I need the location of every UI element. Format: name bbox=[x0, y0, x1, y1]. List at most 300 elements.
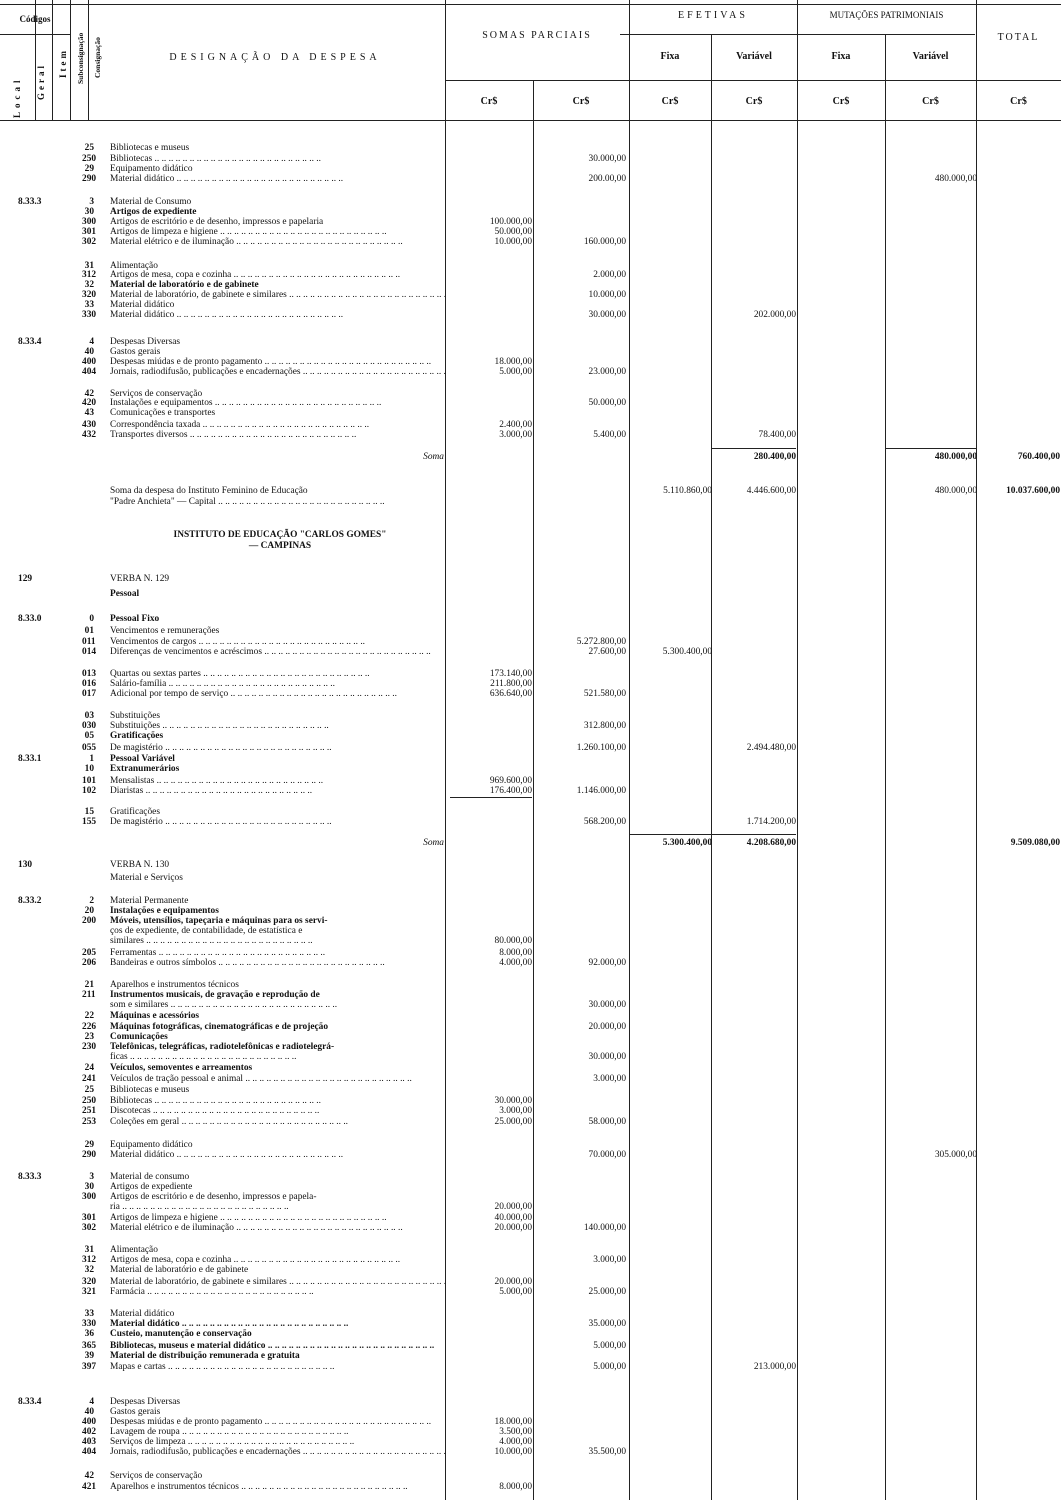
header-codigos: Códigos bbox=[19, 14, 51, 24]
amount-a1: 3.000,00 bbox=[499, 430, 532, 440]
amount-a1: 5.000,00 bbox=[499, 1287, 532, 1297]
expense-description: Diaristas .. .. bbox=[110, 786, 445, 797]
expense-description: Bibliotecas e museus bbox=[110, 143, 190, 153]
code-item: 22 bbox=[84, 1011, 94, 1021]
header-rule-units bbox=[445, 80, 1061, 81]
expense-description: Comunicações bbox=[110, 1032, 168, 1042]
amount-a1: 20.000,00 bbox=[494, 1277, 532, 1287]
code-item: 42 bbox=[84, 1471, 94, 1481]
expense-description: Bibliotecas, museus e material didático .. .. bbox=[110, 1341, 445, 1352]
table-row bbox=[0, 541, 1061, 552]
currency-fixa: Cr$ bbox=[661, 96, 679, 107]
code-subconsignacao: 016 bbox=[82, 679, 97, 689]
code-subconsignacao: 253 bbox=[82, 1117, 97, 1127]
code-subconsignacao: 321 bbox=[82, 1287, 97, 1297]
code-subconsignacao: 300 bbox=[82, 1192, 97, 1202]
amount-a2: 200.00,00 bbox=[588, 174, 626, 184]
amount-a1: 10.000,00 bbox=[494, 237, 532, 247]
expense-description: Quartas ou sextas partes .. .. bbox=[110, 669, 445, 680]
table-row bbox=[0, 310, 1061, 321]
expense-description: Substituições .. .. bbox=[110, 721, 445, 732]
expense-description: Gratificações bbox=[110, 731, 164, 741]
amount-a1: 18.000,00 bbox=[494, 357, 532, 367]
code-item: 2 bbox=[89, 896, 94, 906]
table-row bbox=[0, 647, 1061, 658]
code-item: 33 bbox=[84, 1309, 94, 1319]
code-subconsignacao: 365 bbox=[82, 1341, 97, 1351]
expense-description: Material didático .. .. bbox=[110, 1319, 445, 1330]
table-row bbox=[0, 936, 1061, 947]
amount-a1: 4.000,00 bbox=[499, 1437, 532, 1447]
amount-a4: 2.494.480,00 bbox=[746, 743, 796, 753]
expense-description: Mapas e cartas .. .. bbox=[110, 1362, 445, 1373]
table-row bbox=[0, 1362, 1061, 1373]
amount-a2: 30.000,00 bbox=[588, 154, 626, 164]
table-row bbox=[0, 1287, 1061, 1298]
expense-description: ria .. .. bbox=[110, 1202, 445, 1213]
amount-a1: 2.400,00 bbox=[499, 420, 532, 430]
amount-a1: 40.000,00 bbox=[494, 1213, 532, 1223]
expense-description: VERBA N. 130 bbox=[110, 860, 170, 870]
code-local: 130 bbox=[18, 860, 33, 870]
amount-a1: 100.000,00 bbox=[489, 217, 532, 227]
expense-description: Artigos de escritório e de desenho, impressos e papelaria bbox=[110, 217, 324, 227]
amount-a4: 213.000,00 bbox=[753, 1362, 796, 1372]
section-title: — CAMPINAS bbox=[248, 541, 312, 551]
code-subconsignacao: 301 bbox=[82, 1213, 97, 1223]
code-item: 33 bbox=[84, 300, 94, 310]
amount-a3: 5.110.860,00 bbox=[663, 486, 712, 496]
amount-a2: 30.000,00 bbox=[588, 310, 626, 320]
header-local: Local bbox=[12, 76, 22, 118]
amount-a2: 5.272.800,00 bbox=[576, 637, 626, 647]
currency-somas-1: Cr$ bbox=[480, 96, 498, 107]
amount-a4: 4.446.600,00 bbox=[746, 486, 796, 496]
code-local: 8.33.4 bbox=[18, 337, 42, 347]
currency-mut-fixa: Cr$ bbox=[832, 96, 850, 107]
header-item: Item bbox=[58, 48, 68, 78]
expense-description: Aparelhos e instrumentos técnicos bbox=[110, 980, 239, 990]
code-subconsignacao: 211 bbox=[82, 990, 96, 1000]
header-mutacoes: MUTAÇÕES PATRIMONIAIS bbox=[829, 10, 944, 20]
currency-somas-2: Cr$ bbox=[572, 96, 590, 107]
expense-description: Bibliotecas .. .. bbox=[110, 1096, 445, 1107]
code-item: 3 bbox=[89, 197, 94, 207]
amount-a1: 4.000,00 bbox=[499, 958, 532, 968]
currency-total: Cr$ bbox=[1010, 96, 1027, 107]
table-row bbox=[0, 743, 1061, 754]
expense-description: Artigos de escritório e de desenho, impressos e papela- bbox=[110, 1192, 317, 1202]
expense-description: De magistério .. .. bbox=[110, 817, 445, 828]
code-item: 3 bbox=[89, 1172, 94, 1182]
expense-description: Comunicações e transportes bbox=[110, 408, 216, 418]
expense-description: Material Permanente bbox=[110, 896, 189, 906]
table-row bbox=[0, 786, 1061, 797]
expense-description: Farmácia .. .. bbox=[110, 1287, 445, 1298]
expense-description: Telefônicas, telegráficas, radiotelefônicas e radiotelegrá- bbox=[110, 1042, 335, 1052]
table-row bbox=[0, 1117, 1061, 1128]
amount-a2: 30.000,00 bbox=[588, 1000, 626, 1010]
amount-a2: 5.400,00 bbox=[593, 430, 626, 440]
table-row bbox=[0, 614, 1061, 625]
amount-a2: 10.000,00 bbox=[588, 290, 626, 300]
expense-description: Artigos de mesa, copa e cozinha .. .. bbox=[110, 270, 445, 281]
table-row bbox=[0, 1063, 1061, 1074]
expense-description: Máquinas e acessórios bbox=[110, 1011, 200, 1021]
currency-variavel: Cr$ bbox=[745, 96, 763, 107]
table-row bbox=[0, 731, 1061, 742]
expense-description: "Padre Anchieta" — Capital .. .. bbox=[110, 497, 445, 508]
code-subconsignacao: 290 bbox=[82, 1150, 97, 1160]
expense-description: Material didático .. .. bbox=[110, 310, 445, 321]
amount-a7: 9.509.080,00 bbox=[1010, 838, 1060, 848]
header-top-rule bbox=[0, 4, 1061, 5]
amount-a1: 176.400,00 bbox=[489, 786, 532, 796]
amount-a4: 4.208.680,00 bbox=[746, 838, 796, 848]
code-item: 30 bbox=[84, 1182, 94, 1192]
expense-description: Material de consumo bbox=[110, 1172, 190, 1182]
expense-description: Gastos gerais bbox=[110, 347, 161, 357]
expense-description: Bandeiras e outros símbolos .. .. bbox=[110, 958, 445, 969]
expense-description: Material de laboratório e de gabinete bbox=[110, 1265, 249, 1275]
expense-description: Bibliotecas e museus bbox=[110, 1085, 190, 1095]
code-subconsignacao: 302 bbox=[82, 237, 97, 247]
code-item: 39 bbox=[84, 1351, 94, 1361]
section-title: INSTITUTO DE EDUCAÇÃO "CARLOS GOMES" bbox=[173, 530, 387, 540]
expense-description: Artigos de expediente bbox=[110, 207, 197, 217]
amount-a2: 568.200,00 bbox=[583, 817, 626, 827]
header-variavel: Variável bbox=[736, 51, 772, 62]
expense-description: Artigos de limpeza e higiene .. .. bbox=[110, 1213, 445, 1224]
code-subconsignacao: 312 bbox=[82, 1255, 97, 1265]
amount-a1: 173.140,00 bbox=[489, 669, 532, 679]
code-subconsignacao: 420 bbox=[82, 398, 97, 408]
table-row bbox=[0, 1085, 1061, 1096]
amount-a1: 8.000,00 bbox=[499, 948, 532, 958]
code-subconsignacao: 251 bbox=[82, 1106, 97, 1116]
amount-a2: 70.000,00 bbox=[588, 1150, 626, 1160]
amount-a6: 480.000,00 bbox=[934, 452, 977, 462]
table-row bbox=[0, 486, 1061, 497]
table-row bbox=[0, 1482, 1061, 1493]
table-row bbox=[0, 626, 1061, 637]
code-subconsignacao: 205 bbox=[82, 948, 97, 958]
currency-mut-variavel: Cr$ bbox=[922, 96, 939, 107]
code-item: 4 bbox=[89, 1397, 94, 1407]
expense-description: Pessoal Fixo bbox=[110, 614, 160, 624]
expense-description: Pessoal bbox=[110, 589, 140, 599]
expense-description: Serviços de conservação bbox=[110, 1471, 203, 1481]
expense-description: Pessoal Variável bbox=[110, 754, 175, 764]
amount-a1: 25.000,00 bbox=[494, 1117, 532, 1127]
amount-a2: 3.000,00 bbox=[593, 1255, 626, 1265]
code-subconsignacao: 206 bbox=[82, 958, 97, 968]
code-subconsignacao: 403 bbox=[82, 1437, 97, 1447]
amount-a2: 20.000,00 bbox=[588, 1022, 626, 1032]
col-rule-item bbox=[70, 0, 71, 120]
amount-a4: 1.714.200,00 bbox=[746, 817, 796, 827]
code-subconsignacao: 241 bbox=[82, 1074, 97, 1084]
code-item: 0 bbox=[89, 614, 94, 624]
amount-a2: 35.500,00 bbox=[588, 1447, 626, 1457]
table-row bbox=[0, 143, 1061, 154]
table-row bbox=[0, 574, 1061, 585]
code-subconsignacao: 302 bbox=[82, 1223, 97, 1233]
code-item: 1 bbox=[89, 754, 94, 764]
table-row bbox=[0, 589, 1061, 600]
expense-description: Material didático bbox=[110, 300, 175, 310]
table-row bbox=[0, 1329, 1061, 1340]
table-row bbox=[0, 530, 1061, 541]
code-subconsignacao: 030 bbox=[82, 721, 97, 731]
table-row bbox=[0, 1351, 1061, 1362]
amount-a2: 92.000,00 bbox=[588, 958, 626, 968]
code-subconsignacao: 400 bbox=[82, 357, 97, 367]
amount-a2: 23.000,00 bbox=[588, 367, 626, 377]
amount-a1: 969.600,00 bbox=[489, 776, 532, 786]
expense-description: Veículos de tração pessoal e animal .. .. bbox=[110, 1074, 445, 1085]
expense-description: som e similares .. .. bbox=[110, 1000, 445, 1011]
code-local: 8.33.3 bbox=[18, 1172, 42, 1182]
code-item: 25 bbox=[84, 143, 94, 153]
expense-description: Transportes diversos .. .. bbox=[110, 430, 445, 441]
code-subconsignacao: 226 bbox=[82, 1022, 97, 1032]
table-row bbox=[0, 430, 1061, 441]
amount-a2: 160.000,00 bbox=[583, 237, 626, 247]
code-subconsignacao: 402 bbox=[82, 1427, 97, 1437]
amount-a4: 280.400,00 bbox=[753, 452, 796, 462]
amount-a2: 1.146.000,00 bbox=[576, 786, 626, 796]
expense-description: Salário-família .. .. bbox=[110, 679, 445, 690]
table-row bbox=[0, 1000, 1061, 1011]
expense-description: Jornais, radiodifusão, publicações e encadernações .. .. bbox=[110, 367, 445, 378]
expense-description: Discotecas .. .. bbox=[110, 1106, 445, 1117]
expense-description: Alimentação bbox=[110, 261, 158, 271]
header-consignacao: Consignação bbox=[93, 37, 102, 78]
code-local: 8.33.1 bbox=[18, 754, 42, 764]
expense-description: Substituições bbox=[110, 711, 161, 721]
code-subconsignacao: 397 bbox=[82, 1362, 97, 1372]
expense-description: Gastos gerais bbox=[110, 1407, 161, 1417]
expense-description: Material didático .. .. bbox=[110, 174, 445, 185]
table-row bbox=[0, 1150, 1061, 1161]
expense-description: Diferenças de vencimentos e acréscimos .. .. bbox=[110, 647, 445, 658]
expense-description: Máquinas fotográficas, cinematográficas e de projeção bbox=[110, 1022, 329, 1032]
code-item: 25 bbox=[84, 1085, 94, 1095]
code-local: 8.33.4 bbox=[18, 1397, 42, 1407]
code-local: 129 bbox=[18, 574, 33, 584]
table-row bbox=[0, 1223, 1061, 1234]
code-subconsignacao: 300 bbox=[82, 217, 97, 227]
expense-description: Jornais, radiodifusão, publicações e encadernações .. .. bbox=[110, 1447, 445, 1458]
header-subconsignacao: Subconsignação bbox=[76, 32, 85, 84]
col-rule-sub bbox=[88, 0, 89, 120]
amount-a2: 5.000,00 bbox=[593, 1362, 626, 1372]
expense-description: Despesas miúdas e de pronto pagamento .. .. bbox=[110, 1417, 445, 1428]
expense-description: Extranumerários bbox=[110, 764, 180, 774]
table-row bbox=[0, 1471, 1061, 1482]
code-local: 8.33.0 bbox=[18, 614, 42, 624]
expense-description: Equipamento didático bbox=[110, 164, 193, 174]
code-subconsignacao: 430 bbox=[82, 420, 97, 430]
table-row bbox=[0, 764, 1061, 775]
expense-description: ficas .. .. bbox=[110, 1052, 445, 1063]
table-row bbox=[0, 1011, 1061, 1022]
code-subconsignacao: 102 bbox=[82, 786, 97, 796]
code-subconsignacao: 200 bbox=[82, 916, 97, 926]
amount-a7: 10.037.600,00 bbox=[1006, 486, 1060, 496]
expense-description: Vencimentos de cargos .. .. bbox=[110, 637, 445, 648]
table-row bbox=[0, 367, 1061, 378]
table-row bbox=[0, 1106, 1061, 1117]
header-bottom-rule bbox=[0, 120, 1061, 121]
amount-a1: 3.000,00 bbox=[499, 1106, 532, 1116]
table-row bbox=[0, 958, 1061, 969]
table-row bbox=[0, 873, 1061, 884]
amount-a3: 5.300.400,00 bbox=[662, 838, 712, 848]
expense-description: Mensalistas .. .. bbox=[110, 776, 445, 787]
amount-a2: 312.800,00 bbox=[583, 721, 626, 731]
code-subconsignacao: 290 bbox=[82, 174, 97, 184]
amount-a2: 521.580,00 bbox=[583, 689, 626, 699]
amount-a1: 3.500,00 bbox=[499, 1427, 532, 1437]
amount-a1: 30.000,00 bbox=[494, 1096, 532, 1106]
amount-a3: 5.300.400,00 bbox=[662, 647, 712, 657]
amount-a2: 1.260.100,00 bbox=[576, 743, 626, 753]
code-subconsignacao: 404 bbox=[82, 1447, 97, 1457]
table-row bbox=[0, 1052, 1061, 1063]
amount-a1: 636.640,00 bbox=[489, 689, 532, 699]
table-row bbox=[0, 174, 1061, 185]
expense-description: Despesas Diversas bbox=[110, 1397, 181, 1407]
subtotal-rule bbox=[712, 448, 796, 449]
expense-description: Artigos de limpeza e higiene .. .. bbox=[110, 227, 445, 238]
code-item: 24 bbox=[84, 1063, 94, 1073]
table-row bbox=[0, 1447, 1061, 1458]
expense-description: Aparelhos e instrumentos técnicos .. .. bbox=[110, 1482, 445, 1493]
expense-description: Material de distribuição remunerada e gratuita bbox=[110, 1351, 300, 1361]
code-item: 20 bbox=[84, 906, 94, 916]
code-item: 42 bbox=[84, 389, 94, 399]
code-subconsignacao: 155 bbox=[82, 817, 97, 827]
table-row bbox=[0, 1265, 1061, 1276]
expense-description: Material de laboratório e de gabinete bbox=[110, 280, 259, 290]
subtotal-rule bbox=[886, 448, 976, 449]
code-item: 40 bbox=[84, 347, 94, 357]
expense-description: Instalações e equipamentos bbox=[110, 906, 219, 916]
amount-a2: 2.000,00 bbox=[593, 270, 626, 280]
expense-description: Serviços de limpeza .. .. bbox=[110, 1437, 445, 1448]
amount-a6: 480.000,00 bbox=[934, 486, 977, 496]
amount-a1: 211.800,00 bbox=[490, 679, 532, 689]
code-subconsignacao: 250 bbox=[82, 154, 97, 164]
expense-description: Instrumentos musicais, de gravação e reprodução de bbox=[110, 990, 320, 1000]
header-fixa-mut: Fixa bbox=[831, 51, 851, 62]
code-item: 40 bbox=[84, 1407, 94, 1417]
header-efetivas: EFETIVAS bbox=[678, 10, 748, 21]
subtotal-rule bbox=[450, 797, 532, 798]
expense-description: Artigos de mesa, copa e cozinha .. .. bbox=[110, 1255, 445, 1266]
expense-description: similares .. .. bbox=[110, 936, 445, 947]
amount-a2: 25.000,00 bbox=[588, 1287, 626, 1297]
expense-description: Coleções em geral .. .. bbox=[110, 1117, 445, 1128]
amount-a2: 35.000,00 bbox=[588, 1319, 626, 1329]
expense-description: Serviços de conservação bbox=[110, 389, 203, 399]
code-subconsignacao: 017 bbox=[82, 689, 97, 699]
expense-description: Lavagem de roupa .. .. bbox=[110, 1427, 445, 1438]
code-local: 8.33.3 bbox=[18, 197, 42, 207]
code-subconsignacao: 400 bbox=[82, 1417, 97, 1427]
amount-a1: 80.000,00 bbox=[494, 936, 532, 946]
amount-a6: 305.000,00 bbox=[934, 1150, 977, 1160]
expense-description: Custeio, manutenção e conservação bbox=[110, 1329, 252, 1339]
code-item: 29 bbox=[84, 1140, 94, 1150]
expense-description: Vencimentos e remunerações bbox=[110, 626, 220, 636]
expense-description: Material de laboratório, de gabinete e similares .. .. bbox=[110, 290, 445, 301]
code-subconsignacao: 250 bbox=[82, 1096, 97, 1106]
code-local: 8.33.2 bbox=[18, 896, 42, 906]
amount-a4: 78.400,00 bbox=[758, 430, 796, 440]
expense-description: Artigos de expediente bbox=[110, 1182, 193, 1192]
soma-label: Soma bbox=[423, 452, 444, 462]
table-row bbox=[0, 860, 1061, 871]
expense-description: Veículos, semoventes e arreamentos bbox=[110, 1063, 253, 1073]
table-row bbox=[0, 452, 1061, 463]
expense-description: Material elétrico e de iluminação .. .. bbox=[110, 1223, 445, 1234]
code-subconsignacao: 312 bbox=[82, 270, 97, 280]
amount-a2: 5.000,00 bbox=[593, 1341, 626, 1351]
expense-description: Despesas miúdas e de pronto pagamento .. .. bbox=[110, 357, 445, 368]
code-subconsignacao: 055 bbox=[82, 743, 97, 753]
expense-description: Material de Consumo bbox=[110, 197, 192, 207]
header-designacao: DESIGNAÇÃO DA DESPESA bbox=[169, 52, 381, 63]
expense-description: Equipamento didático bbox=[110, 1140, 193, 1150]
code-item: 31 bbox=[84, 261, 94, 271]
code-item: 10 bbox=[84, 764, 94, 774]
code-subconsignacao: 320 bbox=[82, 290, 97, 300]
amount-a1: 20.000,00 bbox=[494, 1223, 532, 1233]
expense-description: VERBA N. 129 bbox=[110, 574, 170, 584]
amount-a7: 760.400,00 bbox=[1017, 452, 1060, 462]
code-item: 15 bbox=[84, 807, 94, 817]
table-row bbox=[0, 408, 1061, 419]
amount-a2: 58.000,00 bbox=[588, 1117, 626, 1127]
expense-description: Correspondência taxada .. .. bbox=[110, 420, 445, 431]
expense-description: Material e Serviços bbox=[110, 873, 183, 883]
expense-description: Material de laboratório, de gabinete e similares .. .. bbox=[110, 1277, 445, 1288]
table-row bbox=[0, 1202, 1061, 1213]
code-item: 01 bbox=[84, 626, 94, 636]
amount-a4: 202.000,00 bbox=[753, 310, 796, 320]
code-subconsignacao: 101 bbox=[82, 776, 97, 786]
header-fixa: Fixa bbox=[660, 51, 680, 62]
code-subconsignacao: 013 bbox=[82, 669, 97, 679]
amount-a1: 8.000,00 bbox=[499, 1482, 532, 1492]
code-item: 05 bbox=[84, 731, 94, 741]
amount-a2: 50.000,00 bbox=[588, 398, 626, 408]
code-subconsignacao: 432 bbox=[82, 430, 97, 440]
code-subconsignacao: 330 bbox=[82, 310, 97, 320]
expense-description: Bibliotecas .. .. bbox=[110, 154, 445, 165]
expense-description: ços de expediente, de contabilidade, de estatística e bbox=[110, 926, 303, 936]
expense-description: Material didático bbox=[110, 1309, 175, 1319]
table-row bbox=[0, 1074, 1061, 1085]
amount-a2: 140.000,00 bbox=[583, 1223, 626, 1233]
code-subconsignacao: 421 bbox=[82, 1482, 97, 1492]
expense-description: Despesas Diversas bbox=[110, 337, 181, 347]
code-subconsignacao: 230 bbox=[82, 1042, 97, 1052]
code-item: 29 bbox=[84, 164, 94, 174]
